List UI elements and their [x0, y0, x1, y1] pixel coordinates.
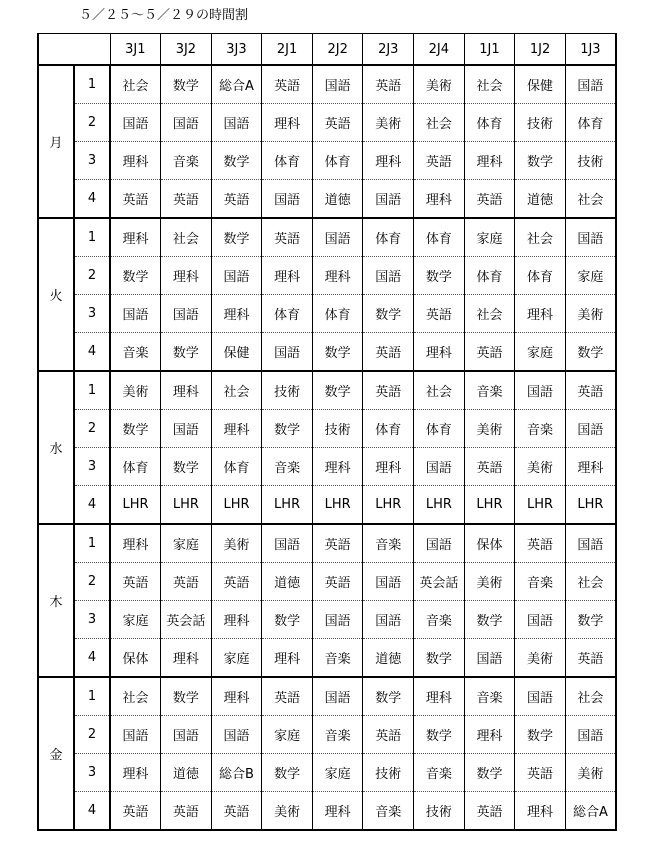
- period-row: [38, 65, 616, 104]
- subject-cell: 英語: [363, 371, 414, 410]
- subject-cell: 音楽: [312, 716, 363, 754]
- period-row: [38, 716, 616, 754]
- subject-cell: 国語: [110, 295, 161, 333]
- period-number: 3: [74, 754, 110, 792]
- class-header: 3J1: [110, 34, 161, 66]
- subject-cell: 総合A: [565, 792, 616, 831]
- subject-cell: 音楽: [161, 142, 212, 180]
- subject-cell: 体育: [565, 104, 616, 142]
- subject-cell: 国語: [312, 218, 363, 257]
- subject-cell: 社会: [565, 563, 616, 601]
- subject-cell: 英語: [414, 295, 465, 333]
- subject-cell: LHR: [414, 486, 465, 525]
- period-number: 4: [74, 180, 110, 219]
- subject-cell: 英語: [363, 716, 414, 754]
- timetable: [37, 33, 617, 831]
- subject-cell: 道徳: [262, 563, 313, 601]
- subject-cell: 理科: [110, 524, 161, 563]
- subject-cell: 理科: [262, 639, 313, 678]
- subject-cell: 国語: [161, 716, 212, 754]
- subject-cell: 体育: [464, 257, 515, 295]
- subject-cell: 国語: [312, 65, 363, 104]
- subject-cell: 理科: [211, 295, 262, 333]
- subject-cell: 理科: [161, 639, 212, 678]
- class-header: 3J3: [211, 34, 262, 66]
- period-number: 1: [74, 524, 110, 563]
- subject-cell: 美術: [262, 792, 313, 831]
- subject-cell: 英語: [363, 65, 414, 104]
- subject-cell: 道徳: [312, 180, 363, 219]
- subject-cell: 理科: [262, 257, 313, 295]
- subject-cell: 社会: [414, 104, 465, 142]
- subject-cell: 美術: [211, 524, 262, 563]
- period-number: 4: [74, 486, 110, 525]
- subject-cell: 数学: [414, 716, 465, 754]
- subject-cell: 音楽: [464, 371, 515, 410]
- class-header: 2J4: [414, 34, 465, 66]
- class-header: 1J2: [515, 34, 566, 66]
- period-number: 2: [74, 410, 110, 448]
- subject-cell: 数学: [262, 410, 313, 448]
- subject-cell: 英語: [161, 792, 212, 831]
- day-label: 木: [38, 524, 74, 677]
- subject-cell: 理科: [110, 754, 161, 792]
- period-number: 3: [74, 448, 110, 486]
- subject-cell: 理科: [312, 448, 363, 486]
- subject-cell: 理科: [414, 677, 465, 716]
- subject-cell: 家庭: [464, 218, 515, 257]
- period-number: 3: [74, 601, 110, 639]
- subject-cell: 数学: [161, 448, 212, 486]
- period-number: 2: [74, 716, 110, 754]
- subject-cell: 美術: [464, 563, 515, 601]
- subject-cell: 数学: [464, 601, 515, 639]
- subject-cell: LHR: [363, 486, 414, 525]
- period-number: 4: [74, 792, 110, 831]
- subject-cell: 英会話: [161, 601, 212, 639]
- period-number: 1: [74, 677, 110, 716]
- period-row: [38, 371, 616, 410]
- subject-cell: 理科: [414, 333, 465, 372]
- subject-cell: LHR: [110, 486, 161, 525]
- subject-cell: 技術: [414, 792, 465, 831]
- subject-cell: 音楽: [515, 410, 566, 448]
- period-number: 1: [74, 371, 110, 410]
- subject-cell: 国語: [565, 218, 616, 257]
- subject-cell: 保健: [211, 333, 262, 372]
- subject-cell: 英語: [262, 218, 313, 257]
- subject-cell: 数学: [110, 410, 161, 448]
- subject-cell: 音楽: [312, 639, 363, 678]
- subject-cell: 音楽: [414, 601, 465, 639]
- subject-cell: 数学: [312, 371, 363, 410]
- period-number: 2: [74, 563, 110, 601]
- subject-cell: 英語: [262, 677, 313, 716]
- class-header: 2J3: [363, 34, 414, 66]
- day-label: 月: [38, 65, 74, 218]
- subject-cell: 保体: [464, 524, 515, 563]
- subject-cell: 英語: [464, 333, 515, 372]
- subject-cell: 国語: [110, 104, 161, 142]
- subject-cell: 家庭: [211, 639, 262, 678]
- subject-cell: 社会: [414, 371, 465, 410]
- subject-cell: 国語: [363, 257, 414, 295]
- subject-cell: 国語: [565, 716, 616, 754]
- subject-cell: 社会: [211, 371, 262, 410]
- subject-cell: LHR: [211, 486, 262, 525]
- subject-cell: 国語: [515, 677, 566, 716]
- class-header: 3J2: [161, 34, 212, 66]
- period-row: [38, 563, 616, 601]
- subject-cell: 英語: [211, 792, 262, 831]
- period-row: [38, 524, 616, 563]
- subject-cell: 英語: [464, 448, 515, 486]
- day-label: 火: [38, 218, 74, 371]
- subject-cell: 国語: [363, 601, 414, 639]
- subject-cell: 家庭: [515, 333, 566, 372]
- subject-cell: 国語: [565, 524, 616, 563]
- subject-cell: LHR: [262, 486, 313, 525]
- subject-cell: 社会: [515, 218, 566, 257]
- subject-cell: 国語: [363, 180, 414, 219]
- subject-cell: 数学: [161, 333, 212, 372]
- subject-cell: 音楽: [464, 677, 515, 716]
- subject-cell: 国語: [414, 524, 465, 563]
- subject-cell: 家庭: [161, 524, 212, 563]
- subject-cell: 英語: [565, 639, 616, 678]
- subject-cell: 英語: [515, 524, 566, 563]
- subject-cell: 家庭: [110, 601, 161, 639]
- subject-cell: 体育: [363, 218, 414, 257]
- period-number: 2: [74, 104, 110, 142]
- subject-cell: 数学: [363, 677, 414, 716]
- period-row: [38, 142, 616, 180]
- subject-cell: 数学: [464, 754, 515, 792]
- subject-cell: 音楽: [515, 563, 566, 601]
- subject-cell: 理科: [312, 792, 363, 831]
- subject-cell: 数学: [110, 257, 161, 295]
- subject-cell: 美術: [565, 295, 616, 333]
- subject-cell: 理科: [464, 142, 515, 180]
- header-corner: [38, 34, 110, 66]
- timetable-body: [38, 65, 616, 830]
- subject-cell: 技術: [262, 371, 313, 410]
- class-header: 2J1: [262, 34, 313, 66]
- subject-cell: 体育: [262, 142, 313, 180]
- header-row: [38, 34, 616, 66]
- subject-cell: 体育: [515, 257, 566, 295]
- subject-cell: 理科: [414, 180, 465, 219]
- subject-cell: 社会: [110, 65, 161, 104]
- subject-cell: 国語: [262, 333, 313, 372]
- period-row: [38, 218, 616, 257]
- subject-cell: 英語: [110, 563, 161, 601]
- subject-cell: 数学: [414, 257, 465, 295]
- subject-cell: 総合B: [211, 754, 262, 792]
- subject-cell: 美術: [414, 65, 465, 104]
- subject-cell: 道徳: [515, 180, 566, 219]
- subject-cell: 体育: [414, 410, 465, 448]
- subject-cell: 家庭: [312, 754, 363, 792]
- subject-cell: 社会: [464, 65, 515, 104]
- subject-cell: 数学: [161, 65, 212, 104]
- subject-cell: 国語: [414, 448, 465, 486]
- subject-cell: 数学: [565, 601, 616, 639]
- subject-cell: 国語: [515, 371, 566, 410]
- subject-cell: 美術: [363, 104, 414, 142]
- subject-cell: LHR: [565, 486, 616, 525]
- subject-cell: 英語: [464, 180, 515, 219]
- period-number: 3: [74, 142, 110, 180]
- subject-cell: 英語: [211, 180, 262, 219]
- subject-cell: 美術: [565, 754, 616, 792]
- subject-cell: 道徳: [363, 639, 414, 678]
- subject-cell: 国語: [262, 180, 313, 219]
- subject-cell: 理科: [312, 257, 363, 295]
- day-label: 金: [38, 677, 74, 830]
- subject-cell: 音楽: [363, 524, 414, 563]
- subject-cell: 英語: [312, 524, 363, 563]
- period-row: [38, 104, 616, 142]
- subject-cell: 美術: [110, 371, 161, 410]
- subject-cell: 理科: [211, 410, 262, 448]
- subject-cell: 英語: [363, 333, 414, 372]
- period-row: [38, 754, 616, 792]
- subject-cell: 社会: [110, 677, 161, 716]
- subject-cell: 家庭: [565, 257, 616, 295]
- subject-cell: 家庭: [262, 716, 313, 754]
- subject-cell: 英語: [110, 792, 161, 831]
- subject-cell: 英語: [414, 142, 465, 180]
- period-number: 1: [74, 65, 110, 104]
- subject-cell: 国語: [161, 104, 212, 142]
- subject-cell: 音楽: [262, 448, 313, 486]
- period-row: [38, 257, 616, 295]
- subject-cell: 社会: [464, 295, 515, 333]
- subject-cell: 数学: [565, 333, 616, 372]
- subject-cell: 技術: [565, 142, 616, 180]
- subject-cell: 英語: [312, 563, 363, 601]
- subject-cell: 理科: [515, 792, 566, 831]
- subject-cell: 数学: [211, 218, 262, 257]
- subject-cell: 国語: [464, 639, 515, 678]
- subject-cell: 体育: [414, 218, 465, 257]
- subject-cell: 英語: [565, 371, 616, 410]
- subject-cell: 数学: [262, 754, 313, 792]
- subject-cell: 技術: [312, 410, 363, 448]
- period-row: [38, 180, 616, 219]
- subject-cell: 数学: [312, 333, 363, 372]
- subject-cell: 理科: [464, 716, 515, 754]
- subject-cell: 道徳: [161, 754, 212, 792]
- period-row: [38, 410, 616, 448]
- subject-cell: 国語: [565, 65, 616, 104]
- period-row: [38, 601, 616, 639]
- subject-cell: 社会: [161, 218, 212, 257]
- subject-cell: 数学: [515, 142, 566, 180]
- subject-cell: 理科: [110, 218, 161, 257]
- period-number: 4: [74, 333, 110, 372]
- subject-cell: 音楽: [363, 792, 414, 831]
- period-number: 2: [74, 257, 110, 295]
- subject-cell: 美術: [515, 448, 566, 486]
- subject-cell: 体育: [312, 142, 363, 180]
- subject-cell: 国語: [262, 524, 313, 563]
- subject-cell: 国語: [211, 257, 262, 295]
- subject-cell: 数学: [414, 639, 465, 678]
- subject-cell: 数学: [363, 295, 414, 333]
- subject-cell: 英語: [110, 180, 161, 219]
- period-row: [38, 677, 616, 716]
- subject-cell: 美術: [515, 639, 566, 678]
- subject-cell: 理科: [161, 371, 212, 410]
- subject-cell: 国語: [211, 104, 262, 142]
- subject-cell: 国語: [161, 295, 212, 333]
- subject-cell: 国語: [110, 716, 161, 754]
- subject-cell: LHR: [312, 486, 363, 525]
- subject-cell: 総合A: [211, 65, 262, 104]
- subject-cell: 理科: [211, 677, 262, 716]
- subject-cell: 理科: [211, 601, 262, 639]
- subject-cell: 体育: [211, 448, 262, 486]
- subject-cell: LHR: [464, 486, 515, 525]
- subject-cell: 音楽: [110, 333, 161, 372]
- subject-cell: 数学: [211, 142, 262, 180]
- period-number: 1: [74, 218, 110, 257]
- subject-cell: 体育: [312, 295, 363, 333]
- subject-cell: 国語: [312, 601, 363, 639]
- class-header: 2J2: [312, 34, 363, 66]
- subject-cell: 理科: [565, 448, 616, 486]
- subject-cell: 英語: [161, 563, 212, 601]
- subject-cell: 英語: [161, 180, 212, 219]
- subject-cell: 国語: [363, 563, 414, 601]
- subject-cell: 英語: [515, 754, 566, 792]
- subject-cell: 体育: [110, 448, 161, 486]
- subject-cell: 英語: [312, 104, 363, 142]
- subject-cell: 保体: [110, 639, 161, 678]
- subject-cell: 国語: [312, 677, 363, 716]
- subject-cell: 技術: [363, 754, 414, 792]
- day-label: 水: [38, 371, 74, 524]
- period-row: [38, 448, 616, 486]
- period-row: [38, 639, 616, 678]
- subject-cell: 社会: [565, 677, 616, 716]
- subject-cell: 国語: [211, 716, 262, 754]
- subject-cell: 国語: [565, 410, 616, 448]
- period-row: [38, 333, 616, 372]
- subject-cell: 保健: [515, 65, 566, 104]
- subject-cell: 理科: [363, 448, 414, 486]
- period-row: [38, 486, 616, 525]
- subject-cell: 数学: [161, 677, 212, 716]
- subject-cell: 国語: [161, 410, 212, 448]
- subject-cell: LHR: [161, 486, 212, 525]
- class-header: 1J3: [565, 34, 616, 66]
- subject-cell: 国語: [515, 601, 566, 639]
- subject-cell: 英会話: [414, 563, 465, 601]
- subject-cell: LHR: [515, 486, 566, 525]
- subject-cell: 美術: [464, 410, 515, 448]
- subject-cell: 理科: [161, 257, 212, 295]
- subject-cell: 理科: [515, 295, 566, 333]
- subject-cell: 理科: [262, 104, 313, 142]
- subject-cell: 社会: [565, 180, 616, 219]
- period-number: 4: [74, 639, 110, 678]
- subject-cell: 英語: [211, 563, 262, 601]
- subject-cell: 英語: [262, 65, 313, 104]
- subject-cell: 体育: [363, 410, 414, 448]
- subject-cell: 英語: [464, 792, 515, 831]
- subject-cell: 数学: [515, 716, 566, 754]
- subject-cell: 音楽: [414, 754, 465, 792]
- class-header: 1J1: [464, 34, 515, 66]
- subject-cell: 体育: [464, 104, 515, 142]
- subject-cell: 数学: [262, 601, 313, 639]
- period-number: 3: [74, 295, 110, 333]
- period-row: [38, 792, 616, 831]
- subject-cell: 理科: [363, 142, 414, 180]
- subject-cell: 理科: [110, 142, 161, 180]
- subject-cell: 技術: [515, 104, 566, 142]
- subject-cell: 体育: [262, 295, 313, 333]
- page-title: ５／２５～５／２９の時間割: [79, 8, 249, 23]
- period-row: [38, 295, 616, 333]
